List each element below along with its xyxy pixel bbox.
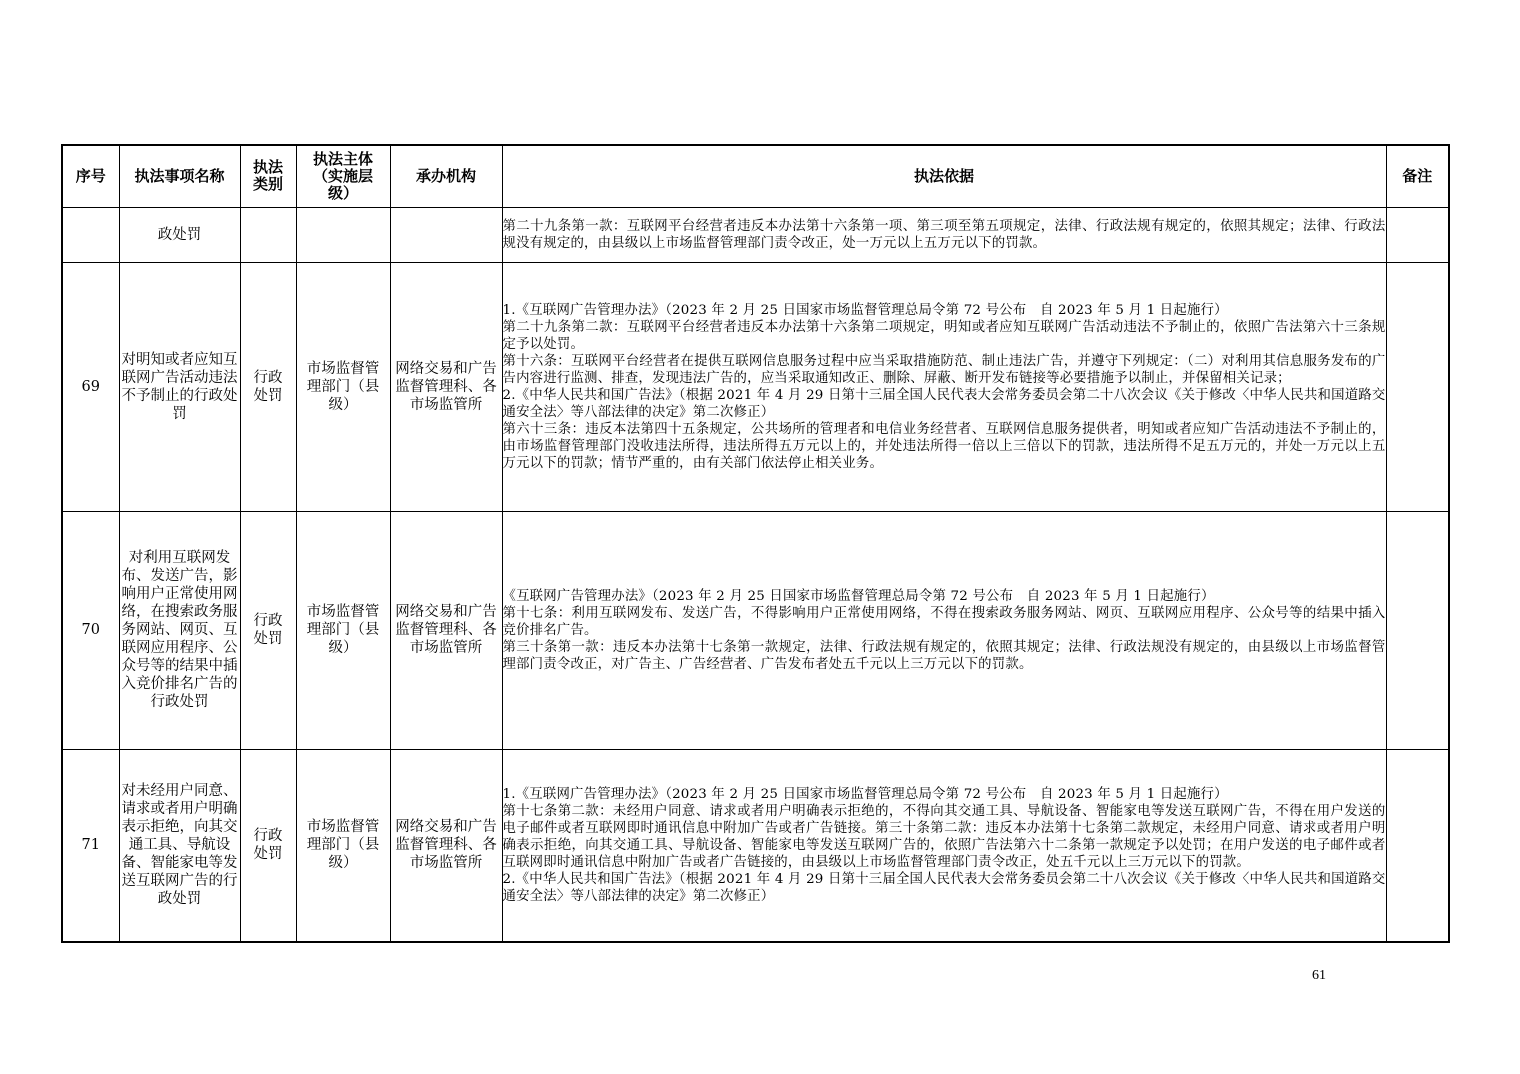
cell-basis xyxy=(502,262,1386,511)
header-name: 执法事项名称 xyxy=(119,145,240,207)
basis-paragraph: 《互联网广告管理办法》（2023 年 2 月 25 日国家市场监督管理总局令第 72 号公布 自 2023 年 5 月 1 日起施行） xyxy=(502,588,1215,604)
basis-paragraph: 2.《中华人民共和国广告法》（根据 2021 年 4 月 29 日第十三届全国人民代表大会常务委员会第二十八次会议《关于修改〈中华人民共和国道路交通安全法〉等八部法律的决定》第二次修正） xyxy=(502,387,1386,420)
cell-basis xyxy=(502,749,1386,942)
cell-note xyxy=(1386,207,1449,262)
cell-basis xyxy=(502,511,1386,749)
cell-basis xyxy=(502,207,1386,262)
basis-paragraph: 第十七条：利用互联网发布、发送广告，不得影响用户正常使用网络，不得在搜索政务服务网站、网页、互联网应用程序、公众号等的结果中插入竞价排名广告。 xyxy=(502,605,1386,638)
table-row-continued xyxy=(62,207,1449,262)
basis-paragraph: 1.《互联网广告管理办法》（2023 年 2 月 25 日国家市场监督管理总局令第 72 号公布 自 2023 年 5 月 1 日起施行） xyxy=(502,302,1228,318)
cell-name: 对利用互联网发布、发送广告，影响用户正常使用网络，在搜索政务服务网站、网页、互联网应用程序、公众号等的结果中插入竞价排名广告的行政处罚 xyxy=(119,511,240,749)
header-no: 序号 xyxy=(62,145,119,207)
cell-name: 对明知或者应知互联网广告活动违法不予制止的行政处罚 xyxy=(119,262,240,511)
header-office: 承办机构 xyxy=(390,145,502,207)
basis-paragraph: 2.《中华人民共和国广告法》（根据 2021 年 4 月 29 日第十三届全国人民代表大会常务委员会第二十八次会议《关于修改〈中华人民共和国道路交通安全法〉等八部法律的决定》第二次修正） xyxy=(502,871,1386,904)
basis-paragraph: 1.《互联网广告管理办法》（2023 年 2 月 25 日国家市场监督管理总局令第 72 号公布 自 2023 年 5 月 1 日起施行） xyxy=(502,786,1228,802)
cell-no: 69 xyxy=(62,262,119,511)
header-row xyxy=(62,145,1449,207)
cell-office: 网络交易和广告监督管理科、各市场监管所 xyxy=(390,262,502,511)
cell-name: 对未经用户同意、请求或者用户明确表示拒绝，向其交通工具、导航设备、智能家电等发送互联网广告的行政处罚 xyxy=(119,749,240,942)
cell-no: 71 xyxy=(62,749,119,942)
header-basis: 执法依据 xyxy=(502,145,1386,207)
cell-office: 网络交易和广告监督管理科、各市场监管所 xyxy=(390,511,502,749)
header-subject: 执法主体（实施层级） xyxy=(296,145,390,207)
basis-paragraph: 第十六条：互联网平台经营者在提供互联网信息服务过程中应当采取措施防范、制止违法广告，并遵守下列规定：（二）对利用其信息服务发布的广告内容进行监测、排查，发现违法广告的，应当采取通知改正、删除、屏蔽、断开发布链接等必要措施予以制止，并保留相关记录； xyxy=(502,353,1386,386)
table-row xyxy=(62,749,1449,942)
cell-note xyxy=(1386,749,1449,942)
header-type: 执法类别 xyxy=(240,145,296,207)
cell-subject: 市场监督管理部门（县级） xyxy=(296,511,390,749)
header-note: 备注 xyxy=(1386,145,1449,207)
basis-paragraph: 第十七条第二款：未经用户同意、请求或者用户明确表示拒绝的，不得向其交通工具、导航设备、智能家电等发送互联网广告，不得在用户发送的电子邮件或者互联网即时通讯信息中附加广告或者广告链接。第三十条第二款：违反本办法第十七条第二款规定，未经用户同意、请求或者用户明确表示拒绝，向其交通工具、导航设备、智能家电等发送互联网广告的，依照广告法第六十二条第一款规定予以处罚；在用户发送的电子邮件或者互联网即时通讯信息中附加广告或者广告链接的，由县级以上市场监督管理部门责令改正，处五千元以上三万元以下的罚款。 xyxy=(502,803,1386,870)
cell-note xyxy=(1386,262,1449,511)
basis-paragraph: 第二十九条第一款：互联网平台经营者违反本办法第十六条第一项、第三项至第五项规定，法律、行政法规有规定的，依照其规定；法律、行政法规没有规定的，由县级以上市场监督管理部门责令改正，处一万元以上五万元以下的罚款。 xyxy=(502,218,1386,251)
cell-type: 行政处罚 xyxy=(240,262,296,511)
basis-paragraph: 第六十三条：违反本法第四十五条规定，公共场所的管理者和电信业务经营者、互联网信息服务提供者，明知或者应知广告活动违法不予制止的，由市场监督管理部门没收违法所得，违法所得五万元以上的，并处违法所得一倍以上三倍以下的罚款，违法所得不足五万元的，并处一万元以上五万元以下的罚款；情节严重的，由有关部门依法停止相关业务。 xyxy=(502,421,1386,471)
basis-paragraph: 第二十九条第二款：互联网平台经营者违反本办法第十六条第二项规定，明知或者应知互联网广告活动违法不予制止的，依照广告法第六十三条规定予以处罚。 xyxy=(502,319,1386,352)
cell-subject: 市场监督管理部门（县级） xyxy=(296,749,390,942)
cell-name: 政处罚 xyxy=(119,207,240,262)
cell-type: 行政处罚 xyxy=(240,749,296,942)
table-row xyxy=(62,262,1449,511)
cell-note xyxy=(1386,511,1449,749)
cell-no: 70 xyxy=(62,511,119,749)
cell-type: 行政处罚 xyxy=(240,511,296,749)
page-number: 61 xyxy=(1312,968,1326,983)
table-row xyxy=(62,511,1449,749)
basis-paragraph: 第三十条第一款：违反本办法第十七条第一款规定，法律、行政法规有规定的，依照其规定；法律、行政法规没有规定的，由县级以上市场监督管理部门责令改正，对广告主、广告经营者、广告发布者处五千元以上三万元以下的罚款。 xyxy=(502,639,1386,672)
cell-subject: 市场监督管理部门（县级） xyxy=(296,262,390,511)
cell-office: 网络交易和广告监督管理科、各市场监管所 xyxy=(390,749,502,942)
enforcement-table xyxy=(61,144,1450,943)
